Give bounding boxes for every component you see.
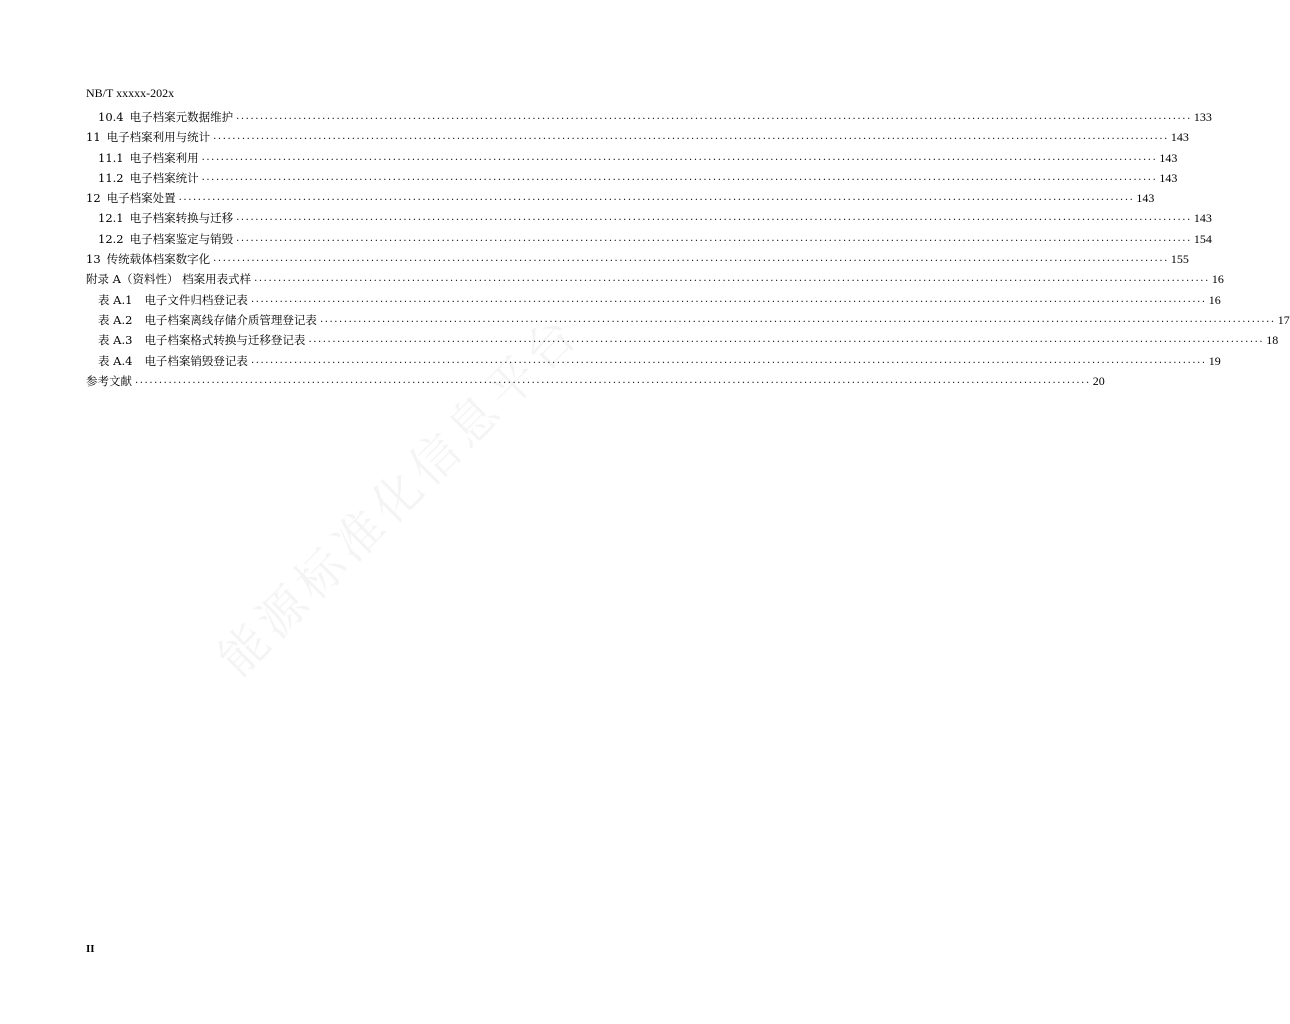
toc-leader-dots: ........................................................................................................................................................................................................ xyxy=(135,374,1091,386)
toc-entry[interactable] xyxy=(86,272,1224,292)
toc-entry-number: 11 xyxy=(86,130,101,145)
toc-entry[interactable] xyxy=(86,353,1221,374)
toc-leader-dots: ........................................................................................................................................................................................................ xyxy=(250,293,1207,305)
toc-entry-number: 13 xyxy=(86,252,101,267)
toc-entry-label xyxy=(86,293,251,307)
toc-leader-dots: ........................................................................................................................................................................................................ xyxy=(178,192,1135,204)
toc-leader-dots: ........................................................................................................................................................................................................ xyxy=(319,313,1276,325)
toc-entry-number: 12.1 xyxy=(98,211,124,226)
toc-entry-page: 18 xyxy=(1266,333,1279,348)
toc-entry-title: 电子档案转换与迁移 xyxy=(129,211,234,226)
toc-entry-number: 表 A.4 xyxy=(98,353,133,368)
toc-entry-title: 附录 A（资料性） 档案用表式样 xyxy=(86,272,252,287)
toc-leader-dots: ........................................................................................................................................................................................................ xyxy=(201,171,1158,183)
page-number: II xyxy=(86,943,95,955)
toc-entry[interactable] xyxy=(86,312,1290,333)
toc-entry-page: 20 xyxy=(1092,373,1105,388)
toc-entry-title: 参考文献 xyxy=(86,373,132,388)
toc-entry-page: 19 xyxy=(1208,353,1221,368)
toc-leader-dots: ........................................................................................................................................................................................................ xyxy=(213,253,1169,265)
toc-leader-dots: ........................................................................................................................................................................................................ xyxy=(250,354,1207,366)
toc-entry-label xyxy=(86,151,202,165)
toc-entry-label xyxy=(86,354,251,368)
toc-entry-page: 16 xyxy=(1208,292,1221,307)
toc-entry-title: 传统载体档案数字化 xyxy=(106,252,211,267)
document-code: NB/T xxxxx-202x xyxy=(86,86,175,100)
toc-entry-page: 143 xyxy=(1159,150,1178,165)
toc-entry-number: 10.4 xyxy=(98,110,124,124)
toc-entry-label xyxy=(86,272,254,286)
toc-entry[interactable] xyxy=(86,170,1178,191)
toc-entry-number: 表 A.3 xyxy=(98,333,133,348)
toc-entry-number: 12.2 xyxy=(98,231,124,246)
toc-entry[interactable] xyxy=(86,373,1105,394)
toc-entry-label xyxy=(86,211,236,225)
toc-entry[interactable] xyxy=(86,130,1189,150)
toc-leader-dots: ........................................................................................................................................................................................................ xyxy=(308,334,1265,346)
toc-entry-label xyxy=(86,110,236,124)
toc-leader-dots: ........................................................................................................................................................................................................ xyxy=(236,232,1192,244)
toc-entry[interactable] xyxy=(86,211,1212,231)
toc-entry-label xyxy=(86,313,320,327)
toc-entry-title: 电子档案格式转换与迁移登记表 xyxy=(144,333,306,348)
toc-entry-page: 16 xyxy=(1211,272,1224,287)
toc-entry-number: 12 xyxy=(86,191,101,206)
toc-leader-dots: ........................................................................................................................................................................................................ xyxy=(236,111,1192,122)
toc-entry-label xyxy=(86,191,179,205)
toc-entry-title: 电子档案利用 xyxy=(129,150,199,165)
toc-entry-page: 143 xyxy=(1170,130,1189,145)
toc-entry-page: 133 xyxy=(1193,110,1212,124)
toc-entry-label xyxy=(86,171,202,185)
toc-entry-page: 155 xyxy=(1170,252,1189,267)
toc-entry-label xyxy=(86,374,135,388)
toc-entry-title: 电子档案处置 xyxy=(106,191,176,206)
toc-entry-label xyxy=(86,333,308,347)
toc-entry[interactable] xyxy=(86,150,1178,171)
toc-entry-page: 143 xyxy=(1193,211,1212,226)
toc-leader-dots: ........................................................................................................................................................................................................ xyxy=(201,151,1158,163)
toc-leader-dots: ........................................................................................................................................................................................................ xyxy=(236,212,1192,224)
toc-leader-dots: ........................................................................................................................................................................................................ xyxy=(213,131,1169,143)
toc-entry-page: 143 xyxy=(1136,191,1155,206)
toc-entry-page: 17 xyxy=(1277,312,1290,327)
toc-entry-label xyxy=(86,130,213,144)
toc-entry-number: 表 A.2 xyxy=(98,312,133,327)
toc-entry-title: 电子档案利用与统计 xyxy=(106,130,211,145)
toc-entry-title: 电子档案离线存储介质管理登记表 xyxy=(144,312,317,327)
toc-entry[interactable] xyxy=(86,333,1279,353)
table-of-contents xyxy=(86,110,1290,394)
toc-entry[interactable] xyxy=(86,252,1189,272)
toc-entry-title: 电子档案统计 xyxy=(129,170,199,185)
toc-entry-title: 电子档案销毁登记表 xyxy=(144,353,248,368)
toc-entry-title: 电子档案元数据维护 xyxy=(129,110,234,124)
toc-entry-title: 电子文件归档登记表 xyxy=(144,292,248,307)
toc-entry[interactable] xyxy=(86,110,1212,130)
toc-leader-dots: ........................................................................................................................................................................................................ xyxy=(254,273,1210,285)
toc-entry-label xyxy=(86,252,213,266)
toc-entry-page: 154 xyxy=(1193,231,1212,246)
toc-entry-title: 电子档案鉴定与销毁 xyxy=(129,231,234,246)
toc-entry-number: 11.1 xyxy=(98,150,124,165)
toc-entry-number: 表 A.1 xyxy=(98,292,133,307)
toc-entry[interactable] xyxy=(86,292,1221,313)
toc-entry-page: 143 xyxy=(1159,170,1178,185)
toc-entry[interactable] xyxy=(86,231,1212,252)
toc-entry-number: 11.2 xyxy=(98,170,124,185)
toc-entry[interactable] xyxy=(86,191,1155,211)
toc-entry-label xyxy=(86,232,236,246)
